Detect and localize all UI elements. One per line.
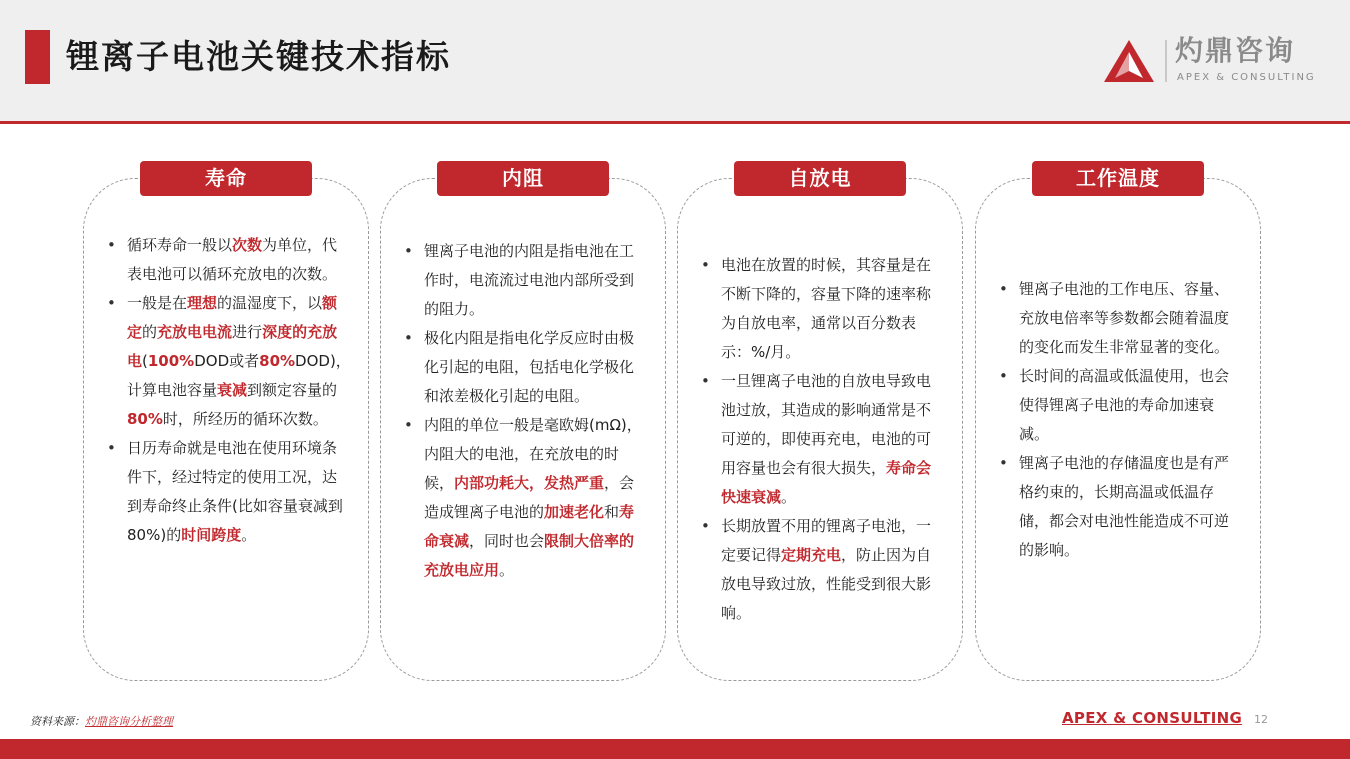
highlight-text: 衰减	[217, 381, 248, 399]
bullet-text: 电池在放置的时候，其容量是在不断下降的，容量下降的速率称为自放电率，通常以百分数表示：%/月。	[721, 256, 932, 361]
highlight-text: 理想	[187, 294, 218, 312]
bullet-text: 一旦锂离子电池的自放电导致电池过放，其造成的影响通常是不可逆的，即使再充电，电池的可用容量也会有很大损失，	[721, 372, 932, 477]
card-tab-lifespan: 寿命	[140, 161, 312, 196]
card-body-lifespan	[107, 231, 351, 550]
highlight-text: 100%	[147, 352, 195, 370]
bullet-text: 一般是在	[127, 294, 188, 312]
bullet-text: 循环寿命一般以	[127, 236, 233, 254]
title-accent-bar	[25, 30, 50, 84]
bullet-item	[107, 434, 351, 550]
footer-brand: APEX & CONSULTING	[1062, 709, 1243, 727]
card-body-self-discharge	[701, 251, 945, 628]
footer-bar	[0, 739, 1350, 759]
bullet-item	[701, 367, 945, 512]
source-link[interactable]: 灼鼎咨询分析整理	[85, 715, 173, 728]
bullet-text: 内阻的单位一般是毫欧姆(mΩ)，内阻大的电池，在充放电的时候，	[424, 416, 642, 492]
bullet-text: 。	[781, 488, 797, 506]
highlight-text: 寿命衰减	[424, 503, 635, 550]
highlight-text: 80%	[127, 410, 163, 428]
bullet-text: 长时间的高温或低温使用，也会使得锂离子电池的寿命加速衰减。	[1019, 367, 1230, 443]
bullet-item	[404, 411, 648, 585]
card-body-internal-resistance	[404, 237, 648, 585]
logo-mark-icon	[1103, 38, 1155, 84]
bullet-item	[999, 362, 1243, 449]
bullet-text: 锂离子电池的内阻是指电池在工作时，电流流过电池内部所受到的阻力。	[424, 242, 635, 318]
bullet-text: 到额定容量的	[247, 381, 338, 399]
highlight-text: 深度的充放电	[127, 323, 338, 370]
bullet-text: 。	[241, 526, 257, 544]
bullet-text: DOD或者	[194, 352, 260, 370]
bullet-text: 日历寿命就是电池在使用环境条件下，经过特定的使用工况，达到寿命终止条件(比如容量衰减到80%)的	[127, 439, 343, 544]
bullet-text: 极化内阻是指电化学反应时由极化引起的电阻，包括电化学极化和浓差极化引起的电阻。	[424, 329, 635, 405]
source-note	[30, 713, 173, 729]
bullet-text: DOD)，计算电池容量	[127, 352, 351, 399]
bullet-item	[999, 275, 1243, 362]
highlight-text: 充放电电流	[157, 323, 233, 341]
bullet-item	[404, 237, 648, 324]
logo-divider	[1165, 40, 1167, 82]
highlight-text: 加速老化	[544, 503, 605, 521]
bullet-text: 为单位，代表电池可以循环充放电的次数。	[127, 236, 338, 283]
highlight-text: 内部功耗大，发热严重	[454, 474, 605, 492]
logo-name-en: APEX & CONSULTING	[1177, 72, 1316, 83]
highlight-text: 额定	[127, 294, 338, 341]
bullet-text: ，同时也会	[469, 532, 545, 550]
bullet-text: 。	[499, 561, 515, 579]
bullet-text: 进行	[232, 323, 263, 341]
highlight-text: 80%	[259, 352, 296, 370]
highlight-text: 限制大倍率的充放电应用	[424, 532, 635, 579]
card-tab-operating-temperature: 工作温度	[1032, 161, 1204, 196]
page-number: 12	[1254, 713, 1268, 726]
bullet-text: 的	[142, 323, 158, 341]
bullet-item	[404, 324, 648, 411]
card-body-operating-temperature	[999, 275, 1243, 565]
bullet-text: 和	[604, 503, 620, 521]
highlight-text: 定期充电	[781, 546, 842, 564]
source-label: 资料来源：	[30, 715, 85, 728]
bullet-item	[107, 289, 351, 434]
header-divider	[0, 121, 1350, 124]
bullet-item	[999, 449, 1243, 565]
highlight-text: 时间跨度	[181, 526, 242, 544]
bullet-item	[107, 231, 351, 289]
bullet-text: (	[142, 352, 148, 370]
bullet-text: 时，所经历的循环次数。	[162, 410, 328, 428]
brand-logo	[1103, 34, 1316, 86]
bullet-item	[701, 512, 945, 628]
page-title: 锂离子电池关键技术指标	[66, 37, 451, 76]
bullet-text: 的温湿度下，以	[217, 294, 323, 312]
highlight-text: 次数	[232, 236, 263, 254]
bullet-item	[701, 251, 945, 367]
card-tab-self-discharge: 自放电	[734, 161, 906, 196]
logo-name-cn: 灼鼎咨询	[1175, 34, 1296, 67]
highlight-text: 寿命会快速衰减	[721, 459, 932, 506]
bullet-text: 锂离子电池的存储温度也是有严格约束的，长期高温或低温存储，都会对电池性能造成不可逆的影响。	[1019, 454, 1230, 559]
bullet-text: ，防止因为自放电导致过放，性能受到很大影响。	[721, 546, 932, 622]
bullet-text: 长期放置不用的锂离子电池，一定要记得	[721, 517, 932, 564]
bullet-text: ，会造成锂离子电池的	[424, 474, 635, 521]
bullet-text: 锂离子电池的工作电压、容量、充放电倍率等参数都会随着温度的变化而发生非常显著的变化。	[1019, 280, 1230, 356]
card-tab-internal-resistance: 内阻	[437, 161, 609, 196]
